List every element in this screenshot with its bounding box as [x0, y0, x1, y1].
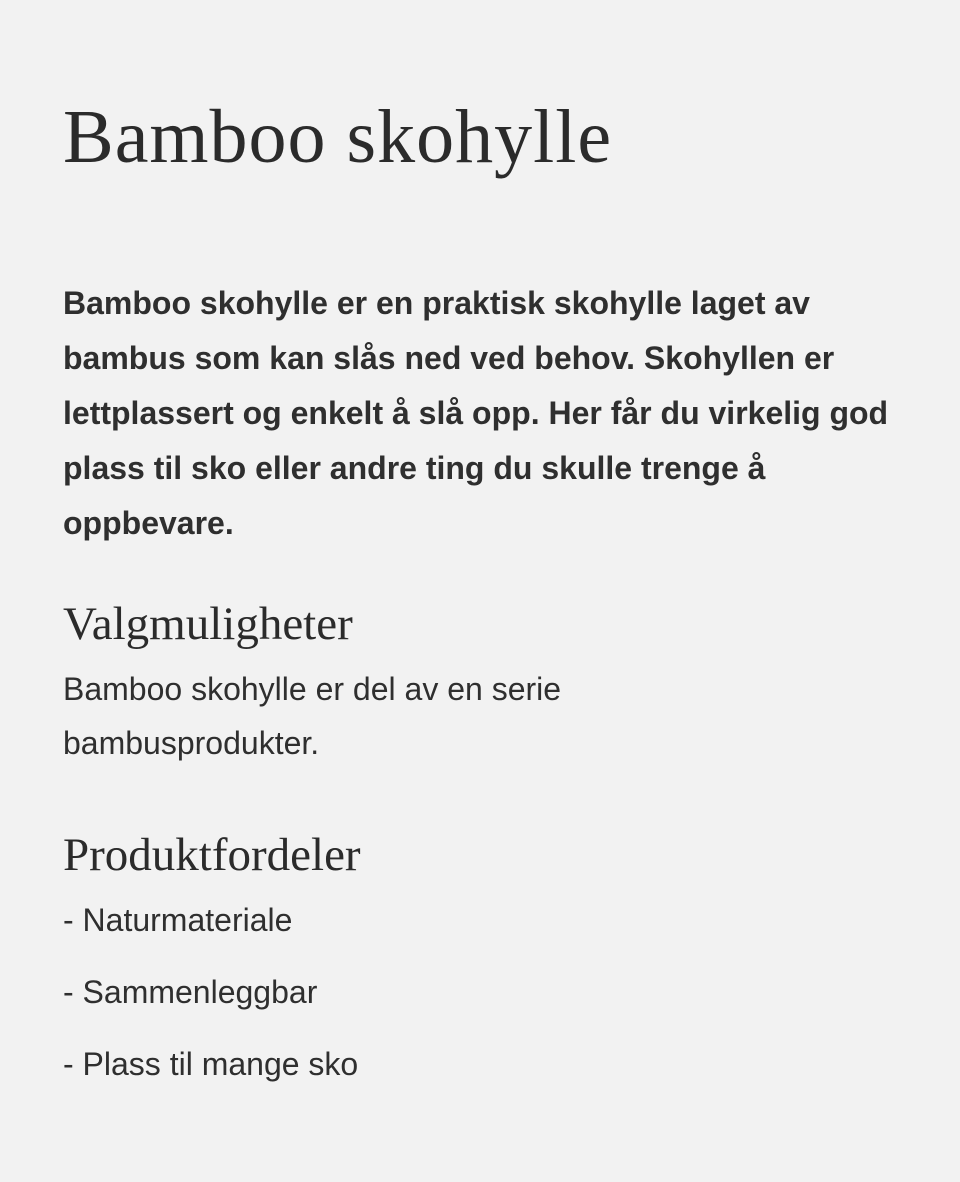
- benefit-item: - Plass til mange sko: [63, 1046, 359, 1082]
- benefits-list: [63, 893, 358, 1109]
- product-title: Bamboo skohylle: [63, 95, 613, 179]
- benefits-heading: Produktfordeler: [63, 829, 361, 881]
- benefit-item: - Naturmateriale: [63, 902, 293, 938]
- product-description: Bamboo skohylle er en praktisk skohylle laget av bambus som kan slås ned ved behov. Skohyllen er lettplassert og enkelt å slå opp. Her får du virkelig god plass til sko eller andre ting du skulle trenge å oppbevare.: [63, 285, 889, 541]
- benefit-item: - Sammenleggbar: [63, 974, 318, 1010]
- options-text: Bamboo skohylle er del av en serie bambusprodukter.: [63, 671, 562, 761]
- options-heading: Valgmuligheter: [63, 598, 353, 650]
